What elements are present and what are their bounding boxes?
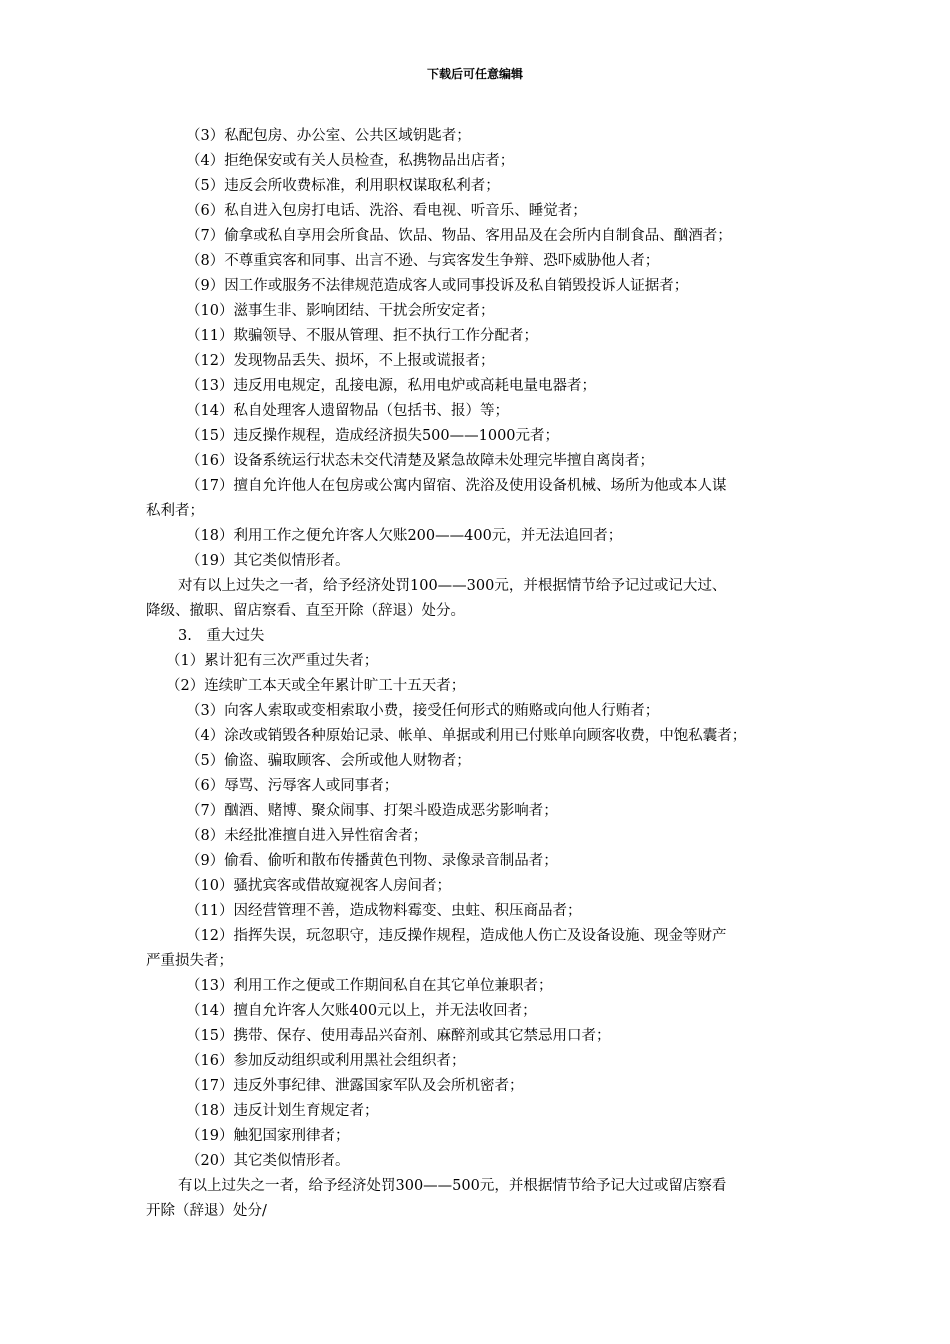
text-line: （11）欺骗领导、不服从管理、拒不执行工作分配者； <box>186 328 538 344</box>
text-line: （10）骚扰宾客或借故窥视客人房间者； <box>186 878 451 894</box>
text-line: 开除（辞退）处分/ <box>146 1203 267 1219</box>
text-line: 对有以上过失之一者，给予经济处罚100——300元，并根据情节给予记过或记大过、 <box>178 578 727 594</box>
text-line: （20）其它类似情形者。 <box>186 1153 350 1169</box>
text-line: （15）携带、保存、使用毒品兴奋剂、麻醉剂或其它禁忌用口者； <box>186 1028 611 1044</box>
text-line: （18）利用工作之便允许客人欠账200——400元，并无法追回者； <box>186 528 623 544</box>
text-line: （9）因工作或服务不法律规范造成客人或同事投诉及私自销毁投诉人证据者； <box>186 278 689 294</box>
text-line: （7）偷拿或私自享用会所食品、饮品、物品、客用品及在会所内自制食品、酗酒者； <box>186 228 732 244</box>
text-line: 3. 重大过失 <box>178 628 265 644</box>
text-line: （8）未经批准擅自进入异性宿舍者； <box>186 828 428 844</box>
text-line: （3）向客人索取或变相索取小费，接受任何形式的贿赂或向他人行贿者； <box>186 703 660 719</box>
text-line: （6）私自进入包房打电话、洗浴、看电视、听音乐、睡觉者； <box>186 203 587 219</box>
text-line: （2）连续旷工本天或全年累计旷工十五天者； <box>166 678 466 694</box>
text-line: （8）不尊重宾客和同事、出言不逊、与宾客发生争辩、恐吓威胁他人者； <box>186 253 660 269</box>
text-line: （16）设备系统运行状态未交代清楚及紧急故障未处理完毕擅自离岗者； <box>186 453 654 469</box>
text-line: 有以上过失之一者，给予经济处罚300——500元，并根据情节给予记大过或留店察看 <box>178 1178 727 1194</box>
text-line: （14）私自处理客人遗留物品（包括书、报）等； <box>186 403 509 419</box>
text-line: （4）涂改或销毁各种原始记录、帐单、单据或利用已付账单向顾客收费，中饱私囊者； <box>186 728 747 744</box>
text-line: （13）违反用电规定，乱接电源，私用电炉或高耗电量电器者； <box>186 378 596 394</box>
text-line: （7）酗酒、赌博、聚众闹事、打架斗殴造成恶劣影响者； <box>186 803 558 819</box>
text-line: （14）擅自允许客人欠账400元以上，并无法收回者； <box>186 1003 537 1019</box>
text-line: （6）辱骂、污辱客人或同事者； <box>186 778 399 794</box>
text-line: （9）偷看、偷听和散布传播黄色刊物、录像录音制品者； <box>186 853 558 869</box>
text-line: （4）拒绝保安或有关人员检查，私携物品出店者； <box>186 153 515 169</box>
page-header: 下载后可任意编辑 <box>426 67 523 81</box>
text-line: （11）因经营管理不善，造成物料霉变、虫蛀、积压商品者； <box>186 903 582 919</box>
text-line: （19）触犯国家刑律者； <box>186 1128 350 1144</box>
text-line: （15）违反操作规程，造成经济损失500——1000元者； <box>186 428 560 444</box>
text-line: （12）指挥失误，玩忽职守，违反操作规程，造成他人伤亡及设备设施、现金等财产 <box>186 928 727 944</box>
text-line: （17）违反外事纪律、泄露国家军队及会所机密者； <box>186 1078 524 1094</box>
text-line: （18）违反计划生育规定者； <box>186 1103 379 1119</box>
text-line: （13）利用工作之便或工作期间私自在其它单位兼职者； <box>186 978 553 994</box>
text-line: 降级、撤职、留店察看、直至开除（辞退）处分。 <box>146 603 465 619</box>
text-line: （3）私配包房、办公室、公共区域钥匙者； <box>186 128 471 144</box>
document-body <box>146 124 818 1224</box>
text-line: （16）参加反动组织或利用黑社会组织者； <box>186 1053 466 1069</box>
text-line: （1）累计犯有三次严重过失者； <box>166 653 379 669</box>
text-line: （17）擅自允许他人在包房或公寓内留宿、洗浴及使用设备机械、场所为他或本人谋 <box>186 478 727 494</box>
text-line: （19）其它类似情形者。 <box>186 553 350 569</box>
text-line: （5）违反会所收费标准，利用职权谋取私利者； <box>186 178 500 194</box>
text-line: （5）偷盗、骗取顾客、会所或他人财物者； <box>186 753 471 769</box>
text-line: （10）滋事生非、影响团结、干扰会所安定者； <box>186 303 495 319</box>
text-line: 私利者； <box>146 503 204 519</box>
text-line: （12）发现物品丢失、损坏，不上报或谎报者； <box>186 353 495 369</box>
text-line: 严重损失者； <box>146 953 233 969</box>
